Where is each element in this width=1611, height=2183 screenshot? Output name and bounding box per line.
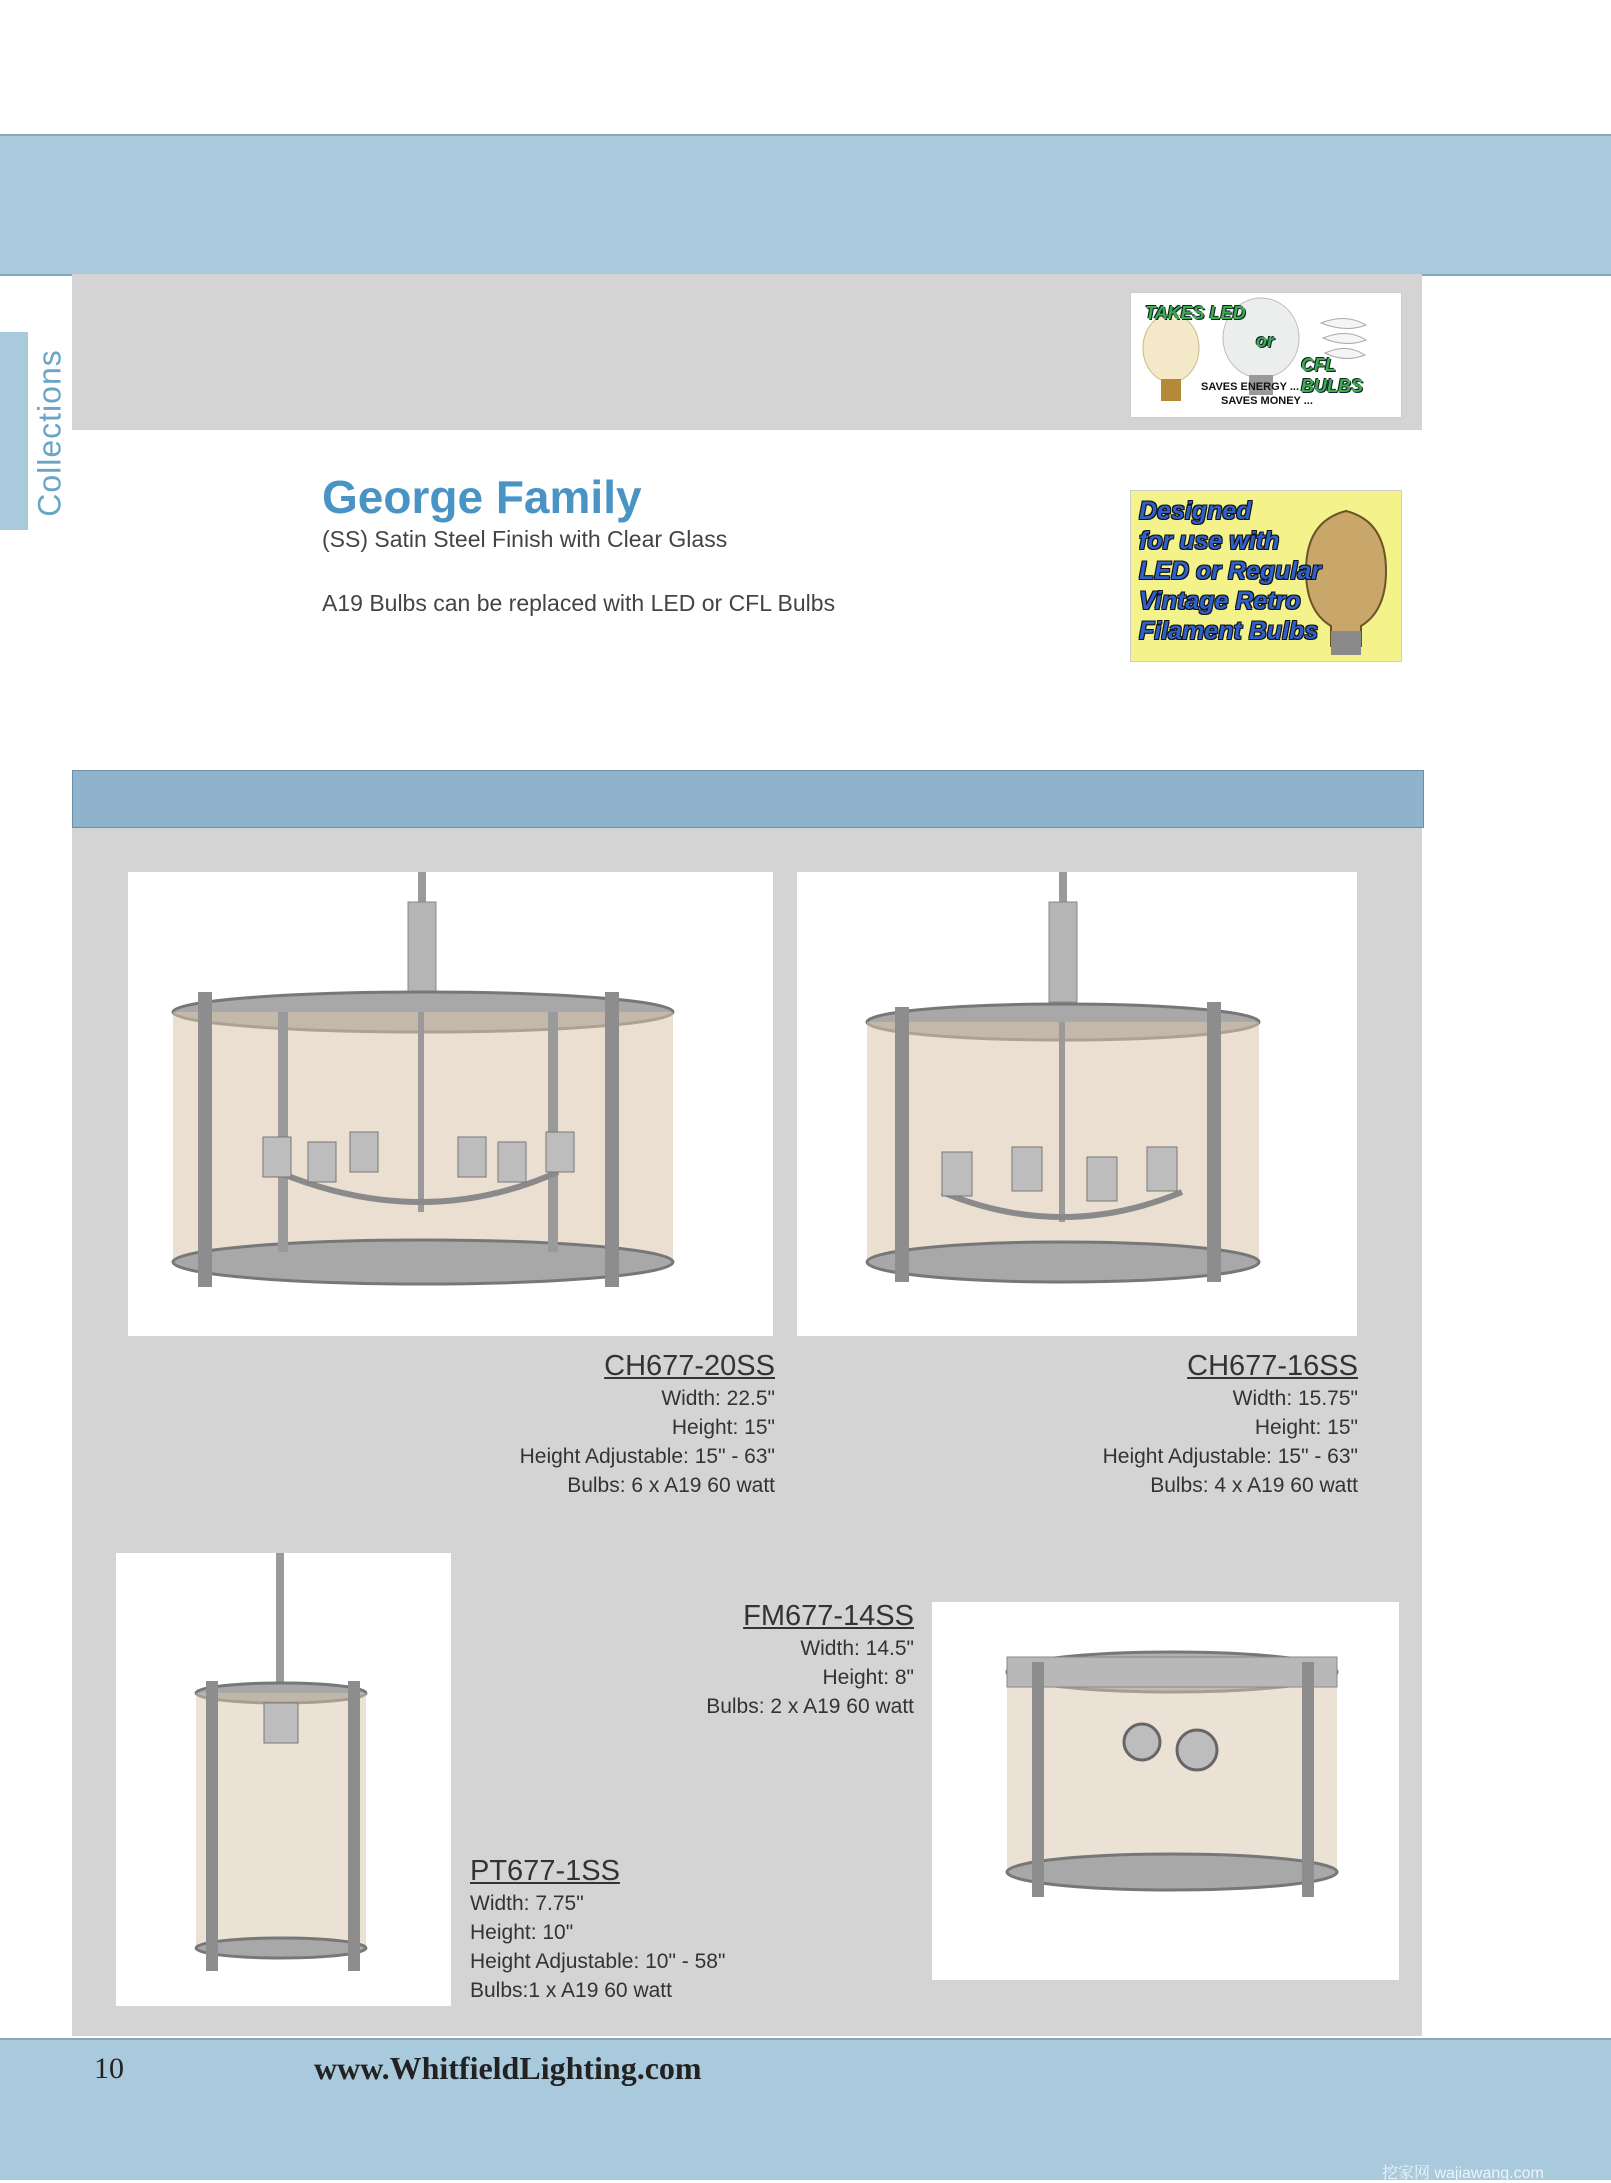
product-photo-fm677-14ss: [932, 1602, 1399, 1980]
page-title: George Family: [322, 471, 642, 523]
spec-width: Width: 7.75": [470, 1892, 584, 1915]
product-spec-pt677-1ss: [470, 1853, 890, 2005]
bulb-note: A19 Bulbs can be replaced with LED or CFL Bulbs: [322, 590, 836, 616]
spec-width: Width: 22.5": [661, 1387, 775, 1410]
spec-height-adjustable: Height Adjustable: 15" - 63": [1102, 1445, 1358, 1468]
spec-width: Width: 15.75": [1232, 1387, 1358, 1410]
spec-bulbs: Bulbs: 2 x A19 60 watt: [706, 1695, 914, 1718]
spec-height: Height: 10": [470, 1921, 574, 1944]
led-cfl-bulbs-badge: TAKES LED or CFL BULBS SAVES ENERGY ... SAVES MONEY ...: [1130, 292, 1402, 418]
product-photo-pt677-1ss: [116, 1553, 451, 2006]
finish-subtitle: (SS) Satin Steel Finish with Clear Glass: [322, 526, 728, 552]
spec-bulbs: Bulbs: 6 x A19 60 watt: [567, 1474, 775, 1497]
product-photo-ch677-20ss: [128, 872, 773, 1336]
footer-band: [0, 2038, 1611, 2180]
watermark: 挖家网 wajiawang.com: [1382, 2165, 1544, 2182]
spec-height: Height: 15": [671, 1416, 775, 1439]
vintage-bulbs-badge: Designed for use with LED or Regular Vintage Retro Filament Bulbs: [1130, 490, 1402, 662]
website-link[interactable]: www.WhitfieldLighting.com: [314, 2050, 702, 2086]
product-sku[interactable]: PT677-1SS: [470, 1855, 620, 1887]
product-spec-ch677-16ss: [1000, 1348, 1358, 1500]
header-band: [0, 134, 1611, 276]
spec-height: Height: 15": [1254, 1416, 1358, 1439]
spec-bulbs: Bulbs:1 x A19 60 watt: [470, 1979, 672, 2002]
products-header-bar: [72, 770, 1424, 828]
section-tab-label: Collections: [31, 349, 68, 517]
page-number: 10: [94, 2052, 124, 2085]
spec-height-adjustable: Height Adjustable: 15" - 63": [519, 1445, 775, 1468]
spec-height: Height: 8": [822, 1666, 914, 1689]
spec-bulbs: Bulbs: 4 x A19 60 watt: [1150, 1474, 1358, 1497]
product-spec-ch677-20ss: [400, 1348, 775, 1500]
spec-height-adjustable: Height Adjustable: 10" - 58": [470, 1950, 726, 1973]
product-sku[interactable]: CH677-20SS: [604, 1350, 775, 1382]
product-sku[interactable]: CH677-16SS: [1187, 1350, 1358, 1382]
side-tab-marker: [0, 332, 28, 530]
product-sku[interactable]: FM677-14SS: [743, 1600, 914, 1632]
spec-width: Width: 14.5": [800, 1637, 914, 1660]
product-photo-ch677-16ss: [797, 872, 1357, 1336]
product-spec-fm677-14ss: [600, 1598, 914, 1721]
